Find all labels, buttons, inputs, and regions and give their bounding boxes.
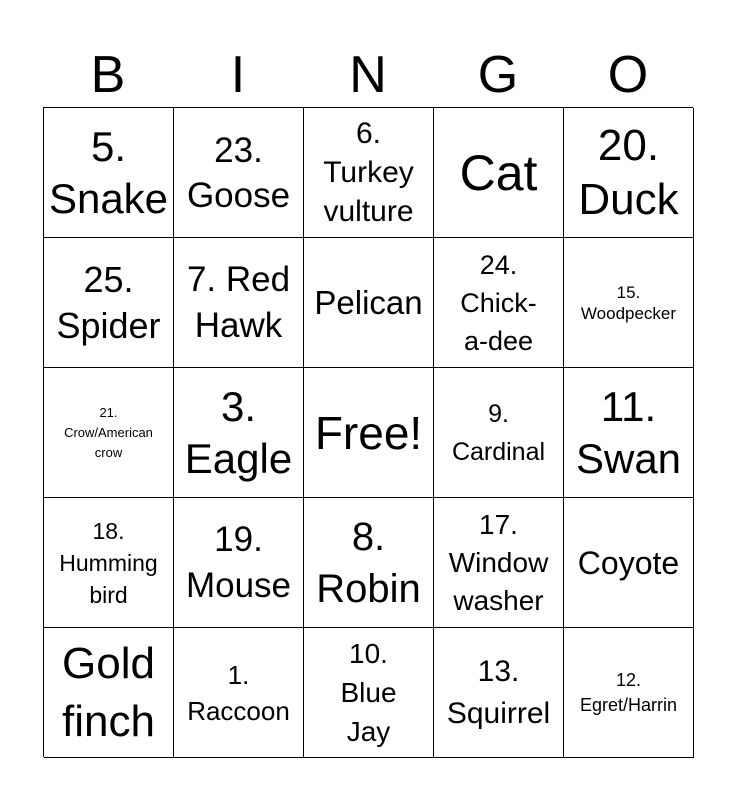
bingo-cell-r2c2 (174, 238, 304, 368)
header-letter-b: B (90, 46, 126, 104)
bingo-cell-text: Cat (459, 144, 538, 201)
bingo-cell-text: Gold finch (62, 638, 155, 746)
header-letter-n: N (349, 46, 387, 104)
bingo-cell-r1c4 (434, 108, 564, 238)
bingo-cell-text: Pelican (314, 283, 423, 321)
bingo-cell-r2c4 (434, 238, 564, 368)
bingo-cell-text: 10. Blue Jay (340, 638, 397, 747)
bingo-cell-r4c5 (564, 498, 694, 628)
header-letter-o: O (607, 46, 649, 104)
bingo-cell-text: 6. Turkey vulture (323, 117, 414, 228)
bingo-cell-text: 13. Squirrel (446, 654, 551, 730)
bingo-cell-text: 23. Goose (186, 130, 291, 215)
bingo-cell-r2c3 (304, 238, 434, 368)
bingo-cell-text: 24. Chick- a-dee (460, 249, 537, 356)
header-letter-i: I (230, 46, 246, 104)
bingo-cell-r2c1 (44, 238, 174, 368)
bingo-cell-text: Coyote (577, 544, 680, 581)
bingo-header (43, 42, 693, 108)
bingo-cell-r4c3 (304, 498, 434, 628)
bingo-cell-text: Free! (314, 406, 423, 459)
bingo-cell-text: 1. Raccoon (187, 659, 290, 726)
bingo-cell-text: 15. Woodpecker (580, 282, 677, 323)
bingo-cell-r5c4 (434, 628, 564, 758)
bingo-cell-r1c1 (44, 108, 174, 238)
bingo-cell-r3c4 (434, 368, 564, 498)
bingo-cell-text: 19. Mouse (185, 519, 292, 605)
bingo-cell-text: 12. Egret/Harrin (579, 669, 678, 715)
header-letter-g: G (477, 46, 519, 104)
bingo-cell-text: 21. Crow/American crow (64, 404, 153, 460)
bingo-cell-r4c4 (434, 498, 564, 628)
bingo-cell-text: 25. Spider (56, 258, 161, 346)
bingo-cell-r3c3 (304, 368, 434, 498)
bingo-cell-r1c3 (304, 108, 434, 238)
bingo-cell-text: 11. Swan (575, 382, 682, 482)
bingo-cell-r3c1 (44, 368, 174, 498)
bingo-cell-r5c1 (44, 628, 174, 758)
bingo-cell-r3c5 (564, 368, 694, 498)
bingo-cell-text: 9. Cardinal (451, 399, 546, 466)
bingo-cell-text: 8. Robin (316, 514, 421, 611)
bingo-cell-r1c5 (564, 108, 694, 238)
bingo-board (43, 107, 693, 757)
bingo-cell-r4c2 (174, 498, 304, 628)
bingo-cell-text: 5. Snake (48, 122, 169, 222)
bingo-cell-r5c2 (174, 628, 304, 758)
bingo-cell-r5c5 (564, 628, 694, 758)
bingo-cell-text: 20. Duck (578, 120, 679, 224)
bingo-cell-r3c2 (174, 368, 304, 498)
bingo-cell-r5c3 (304, 628, 434, 758)
bingo-cell-r4c1 (44, 498, 174, 628)
bingo-cell-text: 3. Eagle (184, 382, 293, 482)
bingo-cell-text: 17. Window washer (448, 508, 549, 616)
bingo-cell-text: 18. Humming bird (59, 517, 158, 608)
bingo-cell-text: 7. Red Hawk (186, 259, 291, 345)
bingo-cell-r2c5 (564, 238, 694, 368)
bingo-cell-r1c2 (174, 108, 304, 238)
